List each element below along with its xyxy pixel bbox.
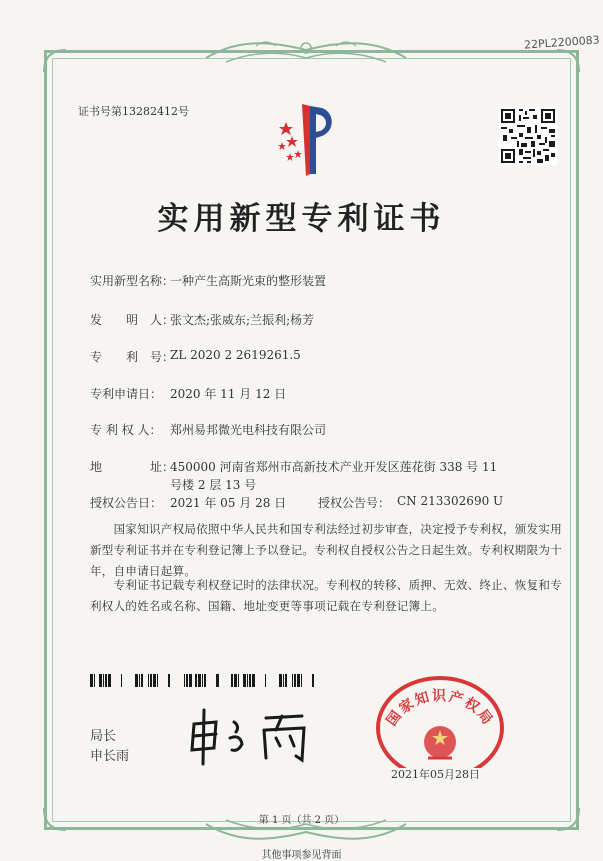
- barcode-bar: [105, 674, 107, 687]
- address-line-2: 号楼 2 层 13 号: [170, 478, 257, 492]
- director-title: 局长: [90, 729, 117, 744]
- barcode-bar: [108, 674, 111, 687]
- barcode-bar: [99, 674, 102, 687]
- barcode-bar: [186, 674, 188, 687]
- grant-number-value: CN 213302690 U: [397, 494, 504, 508]
- notice-p2-line2: 利权人的姓名或名称、国籍、地址变更等事项记载在专利登记簿上。: [90, 599, 444, 613]
- barcode-bar: [243, 674, 246, 687]
- inventor-value: 张文杰;张威东;兰振利;杨芳: [170, 313, 315, 327]
- barcode-bar: [121, 674, 122, 687]
- inventor-label: 发 明 人：: [90, 313, 175, 327]
- barcode-bar: [234, 674, 237, 687]
- grant-number-label: 授权公告号：: [318, 496, 391, 510]
- seal-date: 2021年05月28日: [391, 768, 480, 781]
- barcode-bar: [204, 674, 206, 687]
- barcode-bar: [189, 674, 192, 687]
- page-indicator: 第 1 页（共 2 页）: [258, 815, 345, 826]
- barcode-bar: [216, 674, 219, 687]
- barcode-bar: [265, 674, 266, 687]
- barcode-bar: [249, 674, 251, 687]
- grant-date-label: 授权公告日：: [90, 496, 163, 510]
- barcode-bar: [297, 674, 300, 687]
- barcode-bar: [283, 674, 284, 687]
- barcode-bar: [285, 674, 287, 687]
- patent-number-value: ZL 2020 2 2619261.5: [170, 348, 301, 362]
- svg-text:国家知识产权局: [383, 687, 496, 729]
- barcode-bar: [141, 674, 143, 687]
- barcode-bar: [168, 674, 170, 687]
- corner-ornament-tr: [553, 46, 583, 76]
- official-seal-icon: [372, 672, 508, 768]
- barcode-bar: [157, 674, 158, 687]
- barcode-bar: [103, 674, 104, 687]
- handwritten-note: 22PL2200083: [523, 33, 601, 52]
- director-signature-icon: [186, 706, 326, 766]
- patentee-label: 专 利 权 人：: [90, 423, 162, 437]
- barcode-bar: [252, 674, 255, 687]
- barcode-bar: [139, 674, 140, 687]
- certificate-number: 证书号第13282412号: [78, 105, 189, 118]
- barcode-bar: [150, 674, 152, 687]
- barcode-bar: [90, 674, 93, 687]
- filing-date-value: 2020 年 11 月 12 日: [170, 387, 287, 401]
- filing-date-label: 专利申请日：: [90, 387, 163, 401]
- barcode-bar: [231, 674, 233, 687]
- barcode-bar: [279, 674, 282, 687]
- notice-paragraph-1: [90, 519, 562, 582]
- patent-number-label: 专 利 号：: [90, 350, 175, 364]
- barcode-bar: [294, 674, 296, 687]
- notice-p2-line1: 专利证书记载专利权登记时的法律状况。专利权的转移、质押、无效、终止、恢复和专: [90, 578, 562, 592]
- name-value: 一种产生高斯光束的整形装置: [170, 274, 327, 288]
- qr-code-icon: [499, 107, 557, 165]
- barcode-bar: [292, 674, 293, 687]
- barcode-bar: [195, 674, 197, 687]
- top-ornament: [196, 36, 416, 70]
- name-label: 实用新型名称：: [90, 274, 175, 288]
- patentee-value: 郑州易邦微光电科技有限公司: [170, 423, 327, 437]
- address-line-1: 450000 河南省郑州市高新技术产业开发区莲花街 338 号 11: [170, 460, 498, 474]
- barcode-bar: [312, 674, 314, 687]
- notice-p1-line1: 国家知识产权局依照中华人民共和国专利法经过初步审查，决定授予专利权，颁发实用: [90, 522, 562, 536]
- director-name: 申长雨: [90, 749, 130, 764]
- barcode-bar: [247, 674, 248, 687]
- barcode-bar: [202, 674, 203, 687]
- footer-note: 其他事项参见背面: [261, 850, 342, 861]
- notice-p1-line3: 年，自申请日起算。: [90, 564, 197, 578]
- notice-paragraph-2: [90, 575, 562, 617]
- barcode-bar: [148, 674, 149, 687]
- seal-text: 国家知识产权局: [383, 688, 497, 730]
- barcode-bar: [198, 674, 201, 687]
- barcode-bar: [184, 674, 185, 687]
- corner-ornament-tl: [40, 46, 70, 76]
- barcode-bar: [135, 674, 138, 687]
- address-label: 地 址：: [90, 460, 175, 474]
- barcode-bar: [301, 674, 302, 687]
- barcode-bar: [94, 674, 95, 687]
- barcode-bar: [238, 674, 239, 687]
- certificate-title: 实用新型专利证书: [157, 201, 446, 237]
- cnipa-logo-icon: [272, 98, 342, 178]
- notice-p1-line2: 新型专利证书并在专利登记簿上予以登记。专利权自授权公告之日起生效。专利权期限为十: [90, 543, 562, 557]
- barcode-bar: [153, 674, 156, 687]
- barcode-icon: [90, 674, 328, 687]
- grant-date-value: 2021 年 05 月 28 日: [170, 496, 287, 510]
